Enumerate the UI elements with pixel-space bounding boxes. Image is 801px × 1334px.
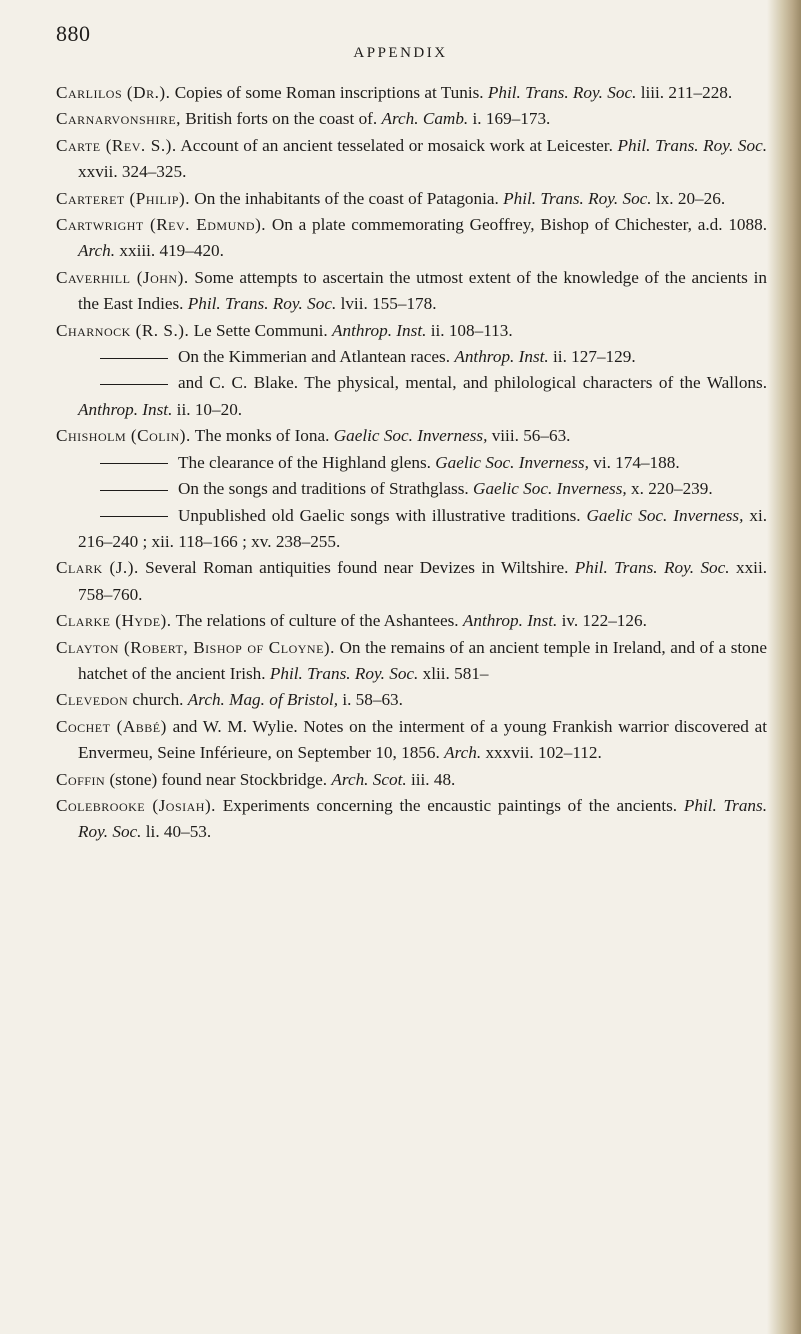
entry-title: Le Sette Communi. [193, 320, 328, 340]
journal: Arch. Mag. of Bristol, [187, 690, 339, 710]
entry-title: Account of an ancient tesselated or mosaick work at Leicester. [180, 135, 613, 155]
author-name: Carteret (Philip). [56, 188, 190, 208]
journal: Gaelic Soc. Inverness, [435, 452, 589, 472]
author-name: Clayton (Robert, Bishop of Cloyne). [56, 637, 335, 657]
reference: lx. 20–26. [655, 188, 726, 208]
list-item [56, 450, 767, 476]
ditto-dash [100, 516, 168, 517]
journal: Gaelic Soc. Inverness, [333, 426, 488, 446]
ditto-dash [100, 463, 168, 464]
entry-title: Some attempts to ascertain the utmost extent of the knowledge of the ancients in the East Indies. [78, 267, 767, 314]
author-name: Carte (Rev. S.). [56, 135, 177, 155]
reference: iii. 48. [410, 769, 456, 789]
author-name: Clark (J.). [56, 558, 139, 578]
list-item [56, 186, 767, 212]
author-name: Colebrooke (Josiah). [56, 795, 216, 815]
journal: Gaelic Soc. Inverness, [586, 505, 744, 525]
author-name: Carnarvonshire, [56, 109, 181, 129]
reference: xxxvii. 102–112. [485, 743, 602, 763]
author-name: Charnock (R. S.). [56, 320, 190, 340]
reference: xxiii. 419–420. [119, 241, 224, 261]
list-item [56, 608, 767, 634]
author-name: Cartwright (Rev. Edmund). [56, 215, 267, 235]
reference: ii. 108–113. [430, 320, 513, 340]
entry-title: The relations of culture of the Ashantees. [175, 611, 459, 631]
journal: Arch. Camb. [381, 109, 469, 129]
reference: i. 58–63. [342, 690, 403, 710]
entry-title: Several Roman antiquities found near Devizes in Wiltshire. [145, 558, 569, 578]
journal: Phil. Trans. Roy. Soc. [503, 188, 652, 208]
page-edge-shadow [767, 0, 801, 1334]
journal: Anthrop. Inst. [78, 399, 173, 419]
entry-title: and C. C. Blake. The physical, mental, and philological characters of the Wallons. [178, 373, 767, 393]
entry-title: and W. M. Wylie. Notes on the interment of a young Frankish warrior discovered at Envermeu, Seine Inférieure, on September 10, 1856. [78, 716, 767, 763]
entry-title: On a plate commemorating Geoffrey, Bishop of Chichester, a.d. 1088. [271, 215, 768, 235]
reference: vi. 174–188. [593, 452, 680, 472]
reference: li. 40–53. [145, 822, 212, 842]
list-item [56, 555, 767, 608]
reference: iv. 122–126. [561, 611, 647, 631]
running-head: APPENDIX [353, 45, 448, 61]
bibliography-list [56, 80, 767, 846]
page-number: 880 [56, 21, 91, 46]
journal: Arch. Scot. [331, 769, 407, 789]
list-item [56, 344, 767, 370]
reference: xi. 216–240 ; xii. 118–166 ; xv. 238–255. [78, 505, 768, 551]
entry-title: Copies of some Roman inscriptions at Tunis. [174, 83, 484, 102]
reference: xlii. 581– [422, 663, 489, 683]
ditto-dash [100, 384, 168, 385]
list-item [56, 767, 767, 793]
journal: Phil. Trans. Roy. Soc. [487, 83, 637, 102]
journal: Anthrop. Inst. [462, 611, 558, 631]
reference: xxii. 758–760. [78, 558, 768, 604]
author-name: Chisholm (Colin). [56, 426, 191, 446]
journal: Phil. Trans. Roy. Soc. [574, 558, 730, 578]
list-item [56, 687, 767, 713]
list-item [56, 133, 767, 186]
reference: x. 220–239. [631, 479, 713, 499]
entry-title: On the inhabitants of the coast of Patagonia. [194, 188, 499, 208]
reference: lvii. 155–178. [340, 294, 437, 314]
entry-title: (stone) found near Stockbridge. [109, 769, 328, 789]
author-name: Cochet (Abbé) [56, 716, 167, 736]
ditto-dash [100, 490, 168, 491]
entry-title: Unpublished old Gaelic songs with illustrative traditions. [178, 505, 581, 525]
reference: xxvii. 324–325. [78, 162, 187, 182]
list-item [56, 476, 767, 502]
journal: Anthrop. Inst. [454, 347, 549, 367]
list-item [56, 106, 767, 132]
entry-title: On the remains of an ancient temple in Ireland, and of a stone hatchet of the ancient Irish. [78, 637, 767, 683]
entry-title: The monks of Iona. [194, 426, 330, 446]
list-item [56, 370, 767, 423]
ditto-dash [100, 358, 168, 359]
reference: ii. 10–20. [176, 399, 243, 419]
list-item [56, 318, 767, 344]
entry-title: church. [132, 690, 184, 710]
journal: Anthrop. Inst. [332, 320, 427, 340]
entry-title: On the Kimmerian and Atlantean races. [178, 347, 451, 367]
journal: Arch. [78, 241, 116, 261]
author-name: Caverhill (John). [56, 267, 189, 287]
author-name: Clarke (Hyde). [56, 611, 172, 631]
journal: Phil. Trans. Roy. Soc. [187, 294, 337, 314]
reference: viii. 56–63. [491, 426, 571, 446]
list-item [56, 212, 767, 265]
list-item [56, 423, 767, 449]
author-name: Carlilos (Dr.). [56, 83, 171, 102]
list-item [56, 265, 767, 318]
journal: Phil. Trans. Roy. Soc. [269, 663, 419, 683]
reference: i. 169–173. [472, 109, 551, 129]
journal: Gaelic Soc. Inverness, [473, 479, 627, 499]
entry-title: On the songs and traditions of Strathglass. [178, 479, 469, 499]
entry-title: The clearance of the Highland glens. [178, 452, 431, 472]
journal: Phil. Trans. Roy. Soc. [617, 135, 767, 155]
reference: liii. 211–228. [640, 83, 733, 102]
list-item [56, 635, 767, 688]
list-item [56, 793, 767, 846]
list-item [56, 80, 767, 106]
journal: Phil. Trans. Roy. Soc. [78, 795, 767, 842]
list-item [56, 503, 767, 556]
entry-title: British forts on the coast of. [185, 109, 378, 129]
list-item [56, 714, 767, 767]
author-name: Clevedon [56, 690, 129, 710]
author-name: Coffin [56, 769, 106, 789]
entry-title: Experiments concerning the encaustic paintings of the ancients. [222, 795, 678, 815]
journal: Arch. [444, 743, 482, 763]
reference: ii. 127–129. [553, 347, 636, 367]
